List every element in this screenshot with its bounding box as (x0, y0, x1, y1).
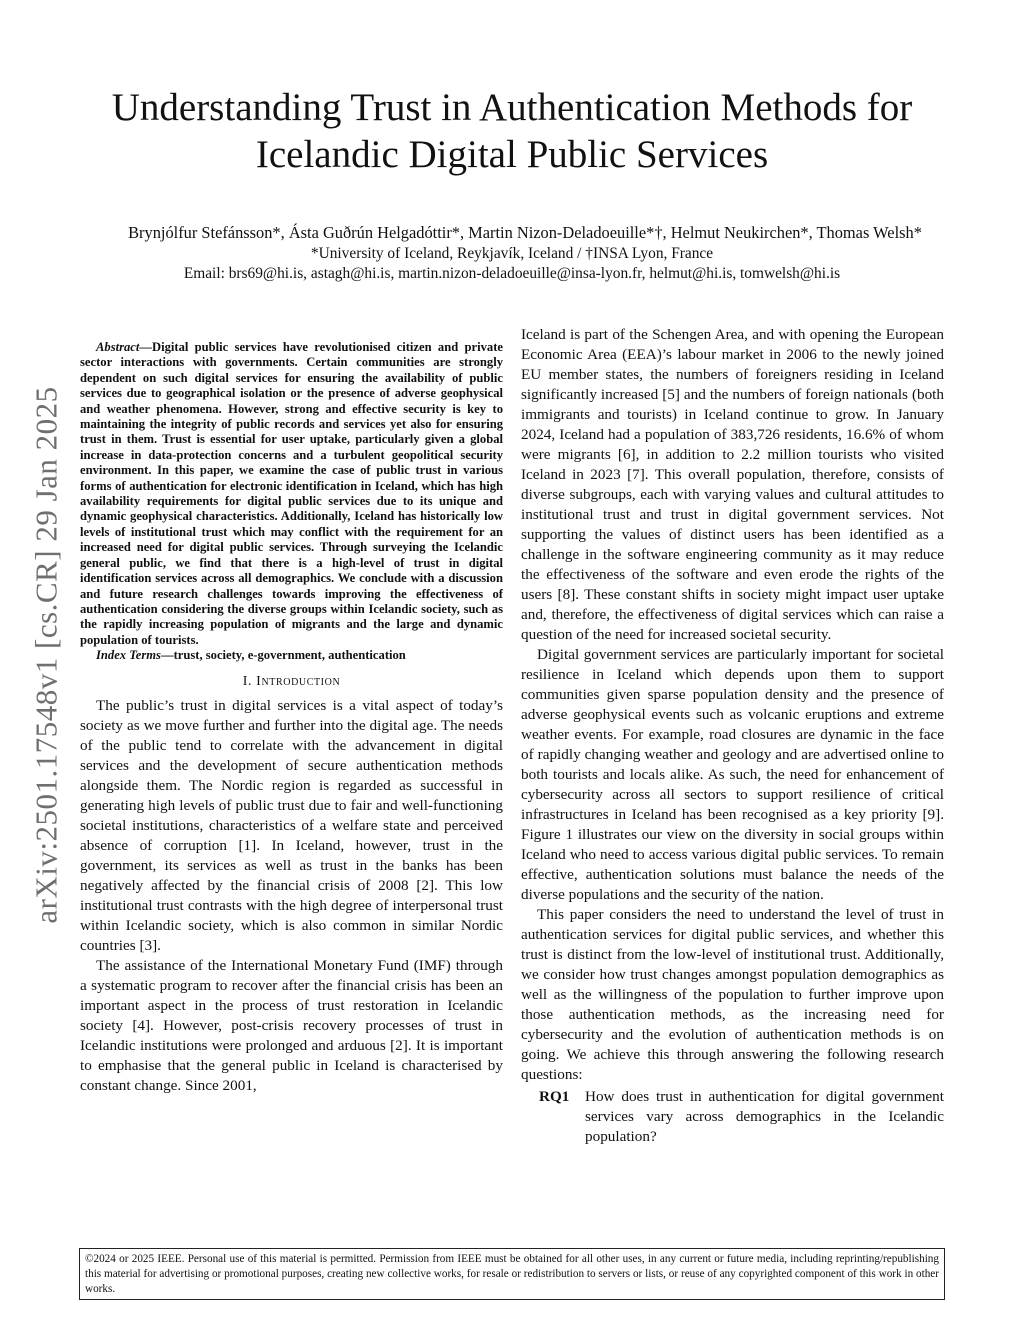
index-terms-text: —trust, society, e-government, authentication (160, 648, 406, 663)
arxiv-identifier: arXiv:2501.17548v1 [cs.CR] 29 Jan 2025 (29, 386, 64, 924)
abstract-text: —Digital public services have revolutionised citizen and private sector interactions with governments. Certain communities are strongly dependent on such digital services for ensuring the availability of public services due to geographical isolation or the presence of adverse geophysical and weather phenomena. However, strong and effective security is key to maintaining the integrity of public records and services yet also for ensuring trust in them. Trust is essential for user uptake, particularly given a global increase in data-protection concerns and a turbulent geopolitical security environment. In this paper, we examine the case of public trust in various forms of authentication for electronic identification in Iceland, which has high availability requirements for digital public services due to its unique and dynamic geophysical characteristics. Additionally, Iceland has historically low levels of institutional trust which may conflict with the requirement for an increased need for digital public services. Through surveying the Icelandic general public, we find that there is a high-level of trust in digital identification services across all demographics. We conclude with a discussion and future research challenges towards improving the effectiveness of authentication considering the diverse groups within Icelandic society, such as the rapidly increasing population of migrants and the large and dynamic population of tourists. (80, 340, 503, 647)
intro-paragraph-5: This paper considers the need to understand the level of trust in authentication services for digital public services, and whether this trust is distinct from the low-level of institutional trust. Additionally, we consider how trust changes amongst population demographics as well as the willingness of the population to further improve upon those authentication methods, as the increasing need for cybersecurity and the evolution of authentication methods is on going. We achieve this through answering the following research questions: (521, 906, 944, 1083)
intro-paragraph-2: The assistance of the International Monetary Fund (IMF) through a systematic program to recover after the financial crisis has been an important aspect in the process of trust restoration in Icelandic society [4]. However, post-crisis recovery processes of trust in Icelandic institutions were prolonged and arduous [2]. It is important to emphasise that the general public in Iceland is characterised by constant change. Since 2001, (80, 956, 503, 1094)
intro-paragraph-4: Digital government services are particularly important for societal resilience in Iceland which depends upon them to support communities given sparse population density and the presence of adverse geophysical events such as volcanic eruptions and extreme weather events. For example, road closures are dynamic in the face of rapidly changing weather and geology and are advertised online to both tourists and locals alike. As such, the need for enhancement of cybersecurity across all sectors to support resilience of critical infrastructures in Iceland has been recognised as a key priority [9]. Figure 1 illustrates our view on the diversity in social groups within Iceland who need to access various digital public services. To remain effective, authentication solutions must balance the needs of the diverse populations and the security of the nation. (521, 646, 944, 903)
research-question-1 (521, 1087, 944, 1147)
abstract (80, 340, 503, 648)
right-column (521, 325, 944, 1147)
rq-text: How does trust in authentication for digital government services vary across demographics in the Icelandic population? (585, 1088, 944, 1145)
author-emails: Email: brs69@hi.is, astagh@hi.is, martin.nizon-deladoeuille@insa-lyon.fr, helmut@hi.is, tomwelsh@hi.is (183, 265, 841, 282)
abstract-lead: Abstract (96, 340, 140, 354)
paper-title: Understanding Trust in Authentication Methods for Icelandic Digital Public Services (111, 86, 913, 176)
rq-label: RQ1 (539, 1088, 570, 1105)
arxiv-side-stamp (22, 360, 72, 950)
affiliations: *University of Iceland, Reykjavík, Iceland / †INSA Lyon, France (310, 245, 714, 262)
index-terms-lead: Index Terms (96, 648, 161, 663)
author-list: Brynjólfur Stefánsson*, Ásta Guðrún Helgadóttir*, Martin Nizon-Deladoeuille*†, Helmut Neukirchen*, Thomas Welsh* (128, 223, 922, 242)
copyright-notice: ©2024 or 2025 IEEE. Personal use of this material is permitted. Permission from IEEE must be obtained for all other uses, in any current or future media, including reprinting/republishing this material for advertising or promotional purposes, creating new collective works, for resale or redistribution to servers or lists, or reuse of any copyrighted component of this work in other works. (79, 1248, 945, 1300)
section-heading-introduction: I. Introduction (242, 673, 341, 689)
intro-paragraph-1: The public’s trust in digital services is a vital aspect of today’s society as we move further and further into the digital age. The needs of the public tend to correlate with the advancement in digital services and the development of secure authentication methods alongside them. The Nordic region is regarded as successful in generating high levels of public trust due to fair and well-functioning societal institutions, characteristics of a welfare state and perceived absence of corruption [1]. In Iceland, however, trust in the government, its services as well as trust in the banks has been negatively affected by the financial crisis of 2008 [2]. This low institutional trust contrasts with the high degree of interpersonal trust within Icelandic society, which is also common in similar Nordic countries [3]. (80, 696, 503, 954)
left-column (80, 340, 503, 1096)
index-terms (80, 648, 503, 663)
intro-paragraph-3: Iceland is part of the Schengen Area, and with opening the European Economic Area (EEA)’s labour market in 2006 to the newly joined EU member states, the numbers of foreigners residing in Iceland significantly increased [5] and the numbers of foreign nationals (both immigrants and tourists) in Iceland continue to grow. In January 2024, Iceland had a population of 383,726 residents, 16.6% of whom were migrants [6], in addition to 2.2 million tourists who visited Iceland in 2023 [7]. This overall population, therefore, consists of diverse subgroups, each with varying values and cultural attitudes to institutional trust and trust in digital government services. Not supporting the values of distinct users has been identified as a challenge in the software engineering community as it may reduce the effectiveness of the software and even erode the rights of the users [8]. These constant shifts in society might impact user uptake and, therefore, the effectiveness of digital services which can raise a question of the need for increased societal security. (521, 326, 944, 643)
